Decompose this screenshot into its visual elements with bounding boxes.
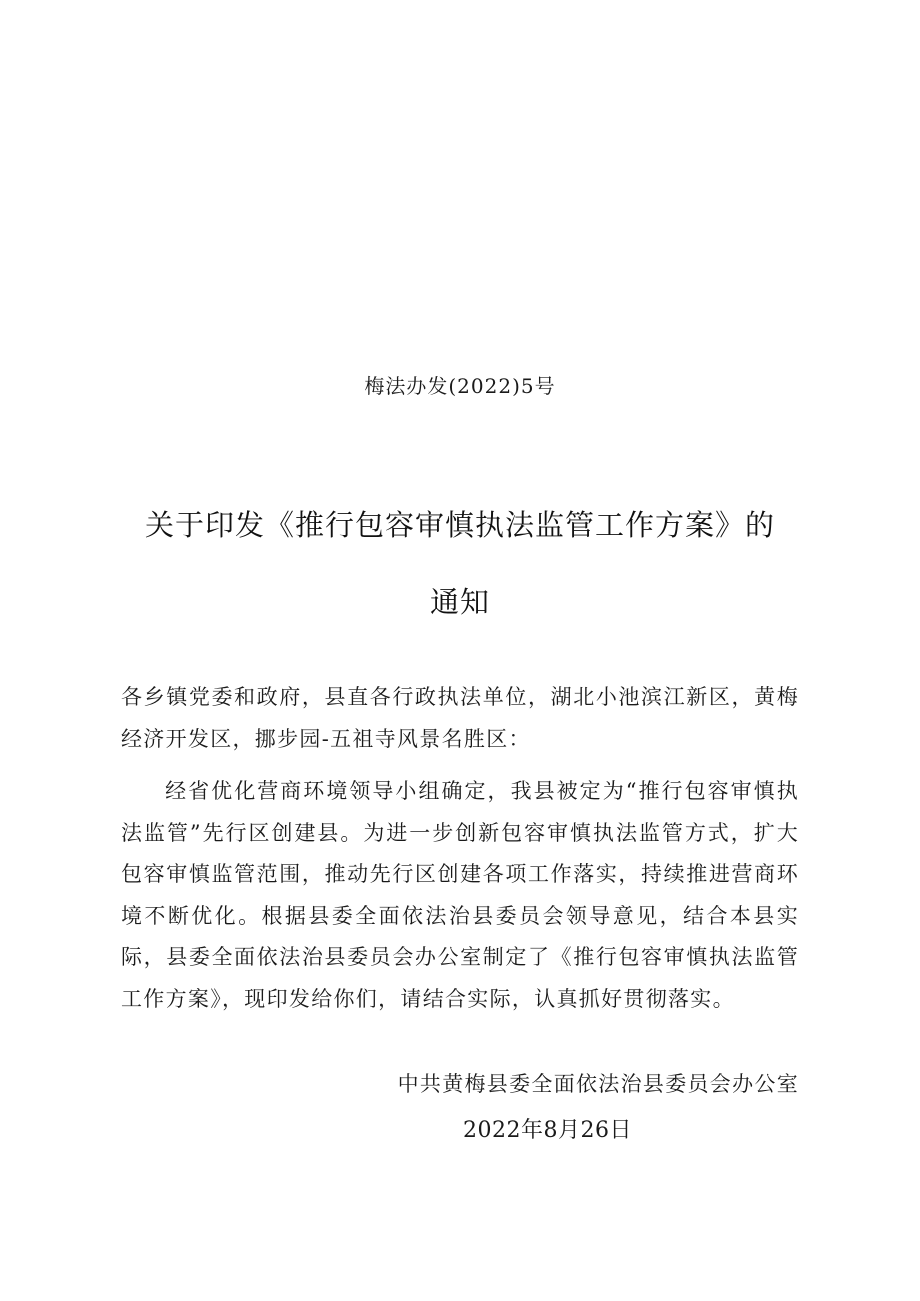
issuing-office-signature: 中共黄梅县委全面依法治县委员会办公室 <box>397 1072 799 1096</box>
document-number: 梅法办发(2022)5号 <box>364 374 556 398</box>
salutation-recipients: 各乡镇党委和政府，县直各行政执法单位，湖北小池滨江新区，黄梅经济开发区，挪步园-五祖寺风景名胜区： <box>121 685 799 751</box>
document-title-line-1: 关于印发《推行包容审慎执法监管工作方案》的 <box>144 508 775 542</box>
document-title-line-2: 通知 <box>429 585 490 619</box>
issue-date: 2022年8月26日 <box>463 1118 632 1143</box>
body-paragraph: 经省优化营商环境领导小组确定，我县被定为“推行包容审慎执法监管”先行区创建县。为进一步创新包容审慎执法监管方式，扩大包容审慎监管范围，推动先行区创建各项工作落实，持续推进营商环境不断优化。根据县委全面依法治县委员会领导意见，结合本县实际，县委全面依法治县委员会办公室制定了《推行包容审慎执法监管工作方案》，现印发给你们，请结合实际，认真抓好贯彻落实。 <box>121 779 799 1011</box>
